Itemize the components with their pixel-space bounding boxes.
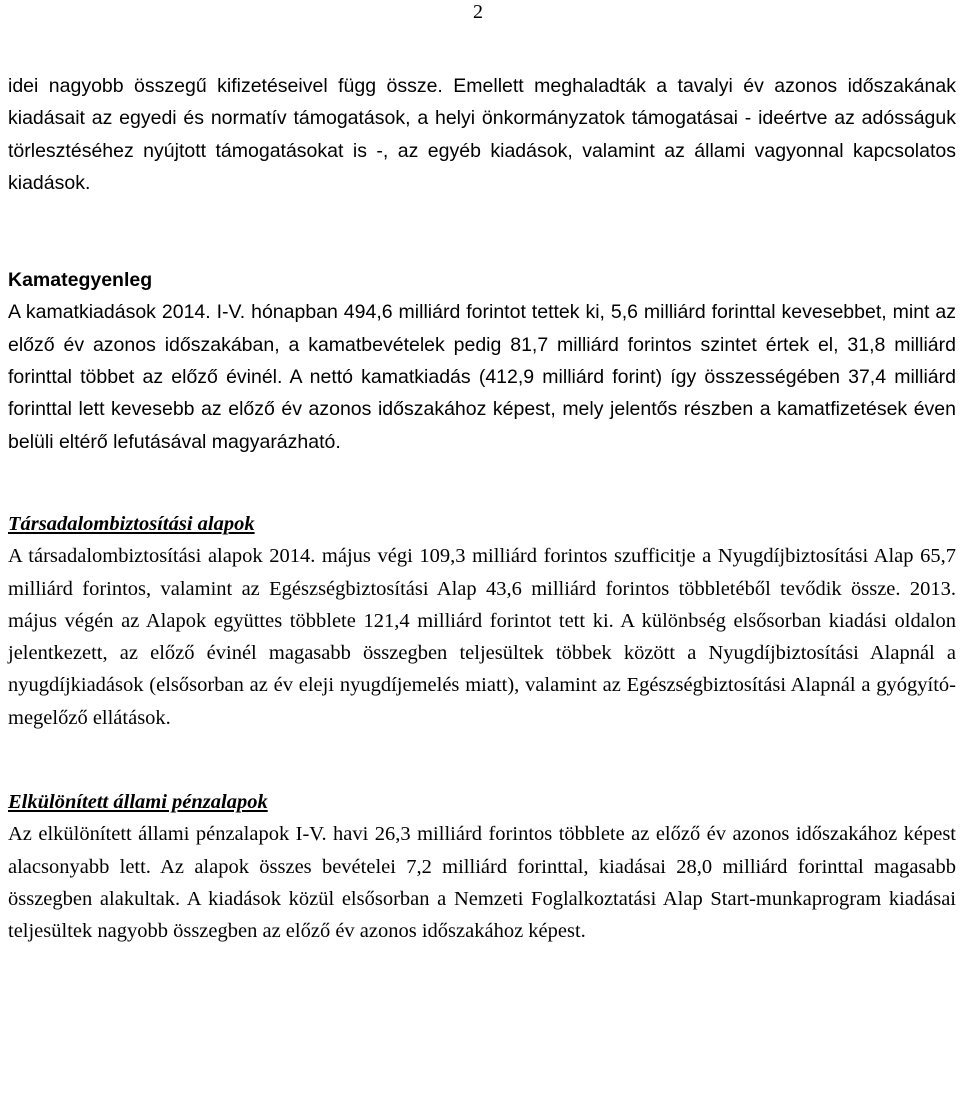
elkulonitett-paragraph: Az elkülönített állami pénzalapok I-V. havi 26,3 milliárd forintos többlete az előző év azonos időszakához képest alacsonyabb lett. Az alapok összes bevételei 7,2 milliárd forinttal, kiadásai 28,0 milliárd forinttal magasabb összegben alakultak. A kiadások közül elsősorban a Nemzeti Foglalkoztatási Alap Start-munkaprogram kiadásai teljesültek nagyobb összegben az előző év azonos időszakához képest. (8, 823, 956, 943)
tarsadalombiztositasi-heading: Társadalombiztosítási alapok (8, 512, 255, 535)
document-body (8, 70, 956, 948)
elkulonitett-heading: Elkülönített állami pénzalapok (8, 791, 268, 814)
kamategyenleg-paragraph: A kamatkiadások 2014. I-V. hónapban 494,6 milliárd forintot tettek ki, 5,6 milliárd forinttal kevesebbet, mint az előző év azonos időszakában, a kamatbevételek pedig 81,7 milliárd forintos szintet értek el, 31,8 milliárd forinttal többet az előző évinél. A nettó kamatkiadás (412,9 milliárd forint) így összességében 37,4 milliárd forinttal lett kevesebb az előző év azonos időszakához képest, mely jelentős részben a kamatfizetések éven belüli eltérő lefutásával magyarázható. (8, 301, 956, 453)
intro-paragraph: idei nagyobb összegű kifizetéseivel függ össze. Emellett meghaladták a tavalyi év azonos időszakának kiadásait az egyedi és normatív támogatások, a helyi önkormányzatok támogatásai - ideértve az adósságuk törlesztéséhez nyújtott támogatásokat is -, az egyéb kiadások, valamint az állami vagyonnal kapcsolatos kiadások. (8, 75, 956, 194)
kamategyenleg-heading: Kamategyenleg (8, 269, 153, 292)
page-number: 2 (473, 1, 483, 23)
tarsadalombiztositasi-paragraph: A társadalombiztosítási alapok 2014. május végi 109,3 milliárd forintos szufficitje a Nyugdíjbiztosítási Alap 65,7 milliárd forintos, valamint az Egészségbiztosítási Alap 43,6 milliárd forintos többletéből tevődik össze. 2013. május végén az Alapok együttes többlete 121,4 milliárd forintot tett ki. A különbség elsősorban kiadási oldalon jelentkezett, az előző évinél magasabb összegben teljesültek többek között a Nyugdíjbiztosítási Alapnál a nyugdíjkiadások (elsősorban az év eleji nyugdíjemelés miatt), valamint az Egészségbiztosítási Alapnál a gyógyító-megelőző ellátások. (8, 545, 956, 729)
